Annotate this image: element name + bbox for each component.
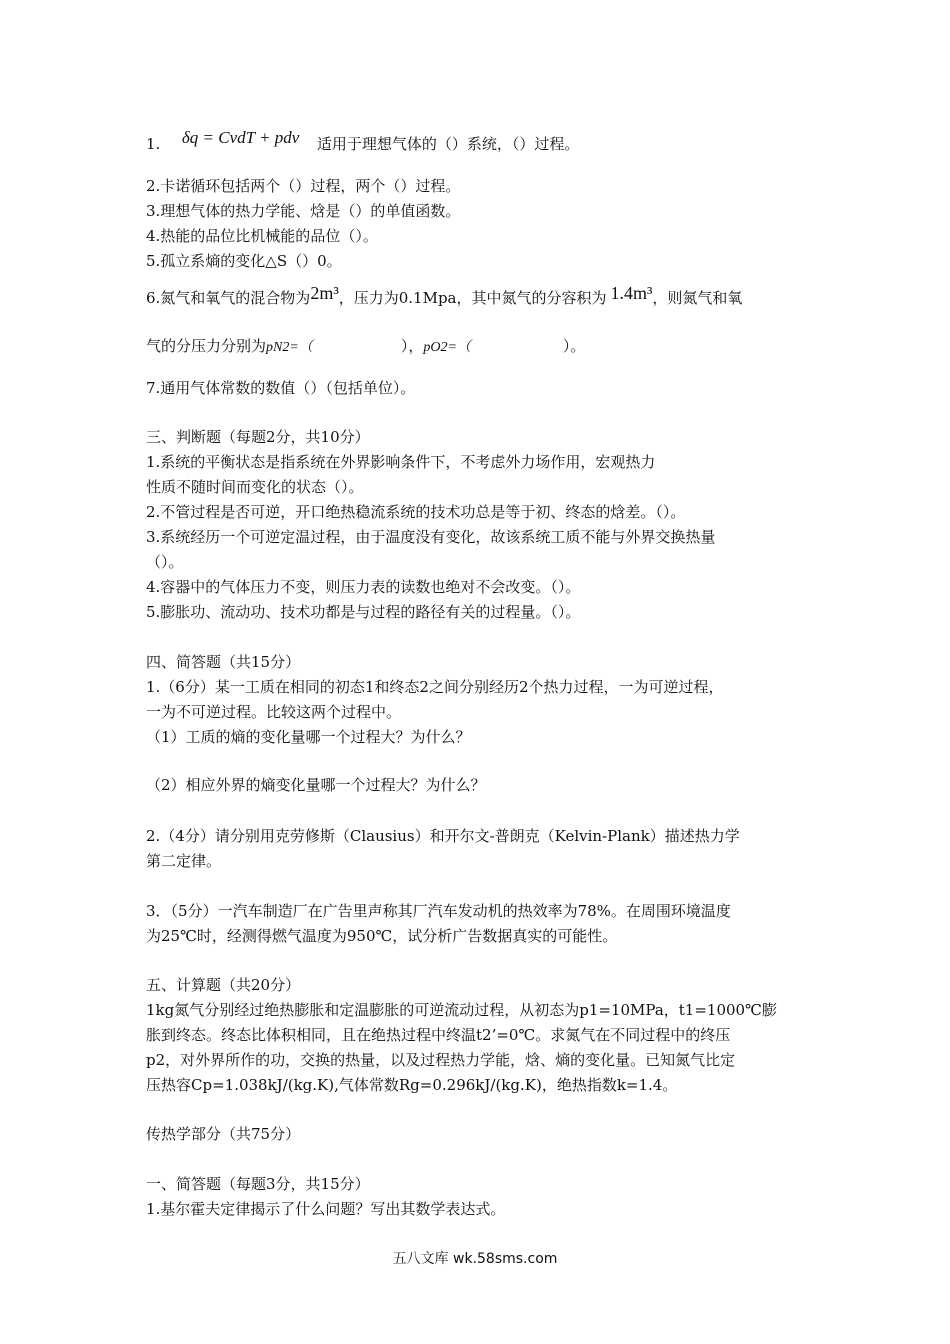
partial-pressure-o2: pO2=（ [423,340,471,355]
question-1-text: 适用于理想气体的（）系统，（）过程。 [316,135,580,153]
section-3-line: （）。 [146,553,184,571]
volume-nitrogen: 1.4m³ [610,283,653,303]
section-3-title: 三、判断题（每题2分，共10分） [146,428,370,446]
section-3-line: 4.容器中的气体压力不变，则压力表的读数也绝对不会改变。（）。 [146,578,581,596]
section-4-line: 2.（4分）请分别用克劳修斯（Clausius）和开尔文-普朗克（Kelvin-Plank）描述热力学 [146,827,740,845]
section-4-line: （1）工质的熵的变化量哪一个过程大？为什么？ [146,728,471,746]
section-5-line: 压热容Cp=1.038kJ/(kg.K),气体常数Rg=0.296kJ/(kg.K)，绝热指数k=1.4。 [146,1076,678,1094]
question-1-formula: δq = CvdT + pdv [181,128,300,147]
question-5: 5.孤立系熵的变化△S（）0。 [146,252,342,270]
question-6-text-d: 气的分压力分别为 [146,337,267,355]
section-4-line: 为25℃时，经测得燃气温度为950℃，试分析广告数据真实的可能性。 [146,927,618,945]
section-3-line: 性质不随时间而变化的状态（）。 [146,478,364,496]
section-5-line: p2，对外界所作的功，交换的热量，以及过程热力学能，焓、熵的变化量。已知氮气比定 [146,1051,736,1069]
question-6-text-c: ，则氮气和氧 [652,289,743,307]
section-5-title: 五、计算题（共20分） [146,976,301,994]
page-footer: 五八文库 wk.58sms.com [392,1251,558,1267]
section-3-line: 1.系统的平衡状态是指系统在外界影响条件下，不考虑外力场作用，宏观热力 [146,453,656,471]
question-6-text-a: 6.氮气和氧气的混合物为 [146,289,311,307]
section-4-line: 第二定律。 [146,852,222,870]
section-4-line: （2）相应外界的熵变化量哪一个过程大？为什么？ [146,776,486,794]
section-6-title: 一、简答题（每题3分，共15分） [146,1175,370,1193]
question-1 [146,128,580,154]
question-6-text-b: ，压力为0.1Mpa，其中氮气的分容积为 [338,289,607,307]
section-5-line: 胀到终态。终态比体积相同，且在绝热过程中终温t2’=0℃。求氮气在不同过程中的终压 [146,1026,731,1044]
volume-mixture: 2m³ [310,283,339,303]
question-6-line-1 [146,283,743,308]
section-4-title: 四、简答题（共15分） [146,653,301,671]
question-6-line-2 [146,336,585,358]
section-4-line: 1.（6分）某一工质在相同的初态1和终态2之间分别经历2个热力过程，一为可逆过程， [146,678,724,696]
section-5-line: 1kg氮气分别经过绝热膨胀和定温膨胀的可逆流动过程，从初态为p1=10MPa，t1=1000℃膨 [146,1001,777,1019]
part-2-title: 传热学部分（共75分） [146,1125,301,1143]
question-3: 3.理想气体的热力学能、焓是（）的单值函数。 [146,202,461,220]
partial-pressure-n2-close: ）， [400,337,424,355]
question-7: 7.通用气体常数的数值（）（包括单位）。 [146,379,416,397]
section-4-line: 3．（5分）一汽车制造厂在广告里声称其厂汽车发动机的热效率为78%。在周围环境温度 [146,902,731,920]
question-1-number: 1. [146,135,161,153]
section-3-line: 2.不管过程是否可逆，开口绝热稳流系统的技术功总是等于初、终态的焓差。（）。 [146,503,686,521]
partial-pressure-o2-close: ） [562,337,571,355]
section-6-line: 1.基尔霍夫定律揭示了什么问题？写出其数学表达式。 [146,1200,506,1218]
question-2: 2.卡诺循环包括两个（）过程，两个（）过程。 [146,177,461,195]
section-3-line: 3.系统经历一个可逆定温过程，由于温度没有变化，故该系统工质不能与外界交换热量 [146,528,716,546]
question-4: 4.热能的品位比机械能的品位（）。 [146,227,378,245]
section-4-line: 一为不可逆过程。比较这两个过程中。 [146,703,402,721]
partial-pressure-n2: pN2=（ [266,340,313,355]
question-6-end: 。 [570,337,586,355]
section-3-line: 5.膨胀功、流动功、技术功都是与过程的路径有关的过程量。（）。 [146,603,581,621]
